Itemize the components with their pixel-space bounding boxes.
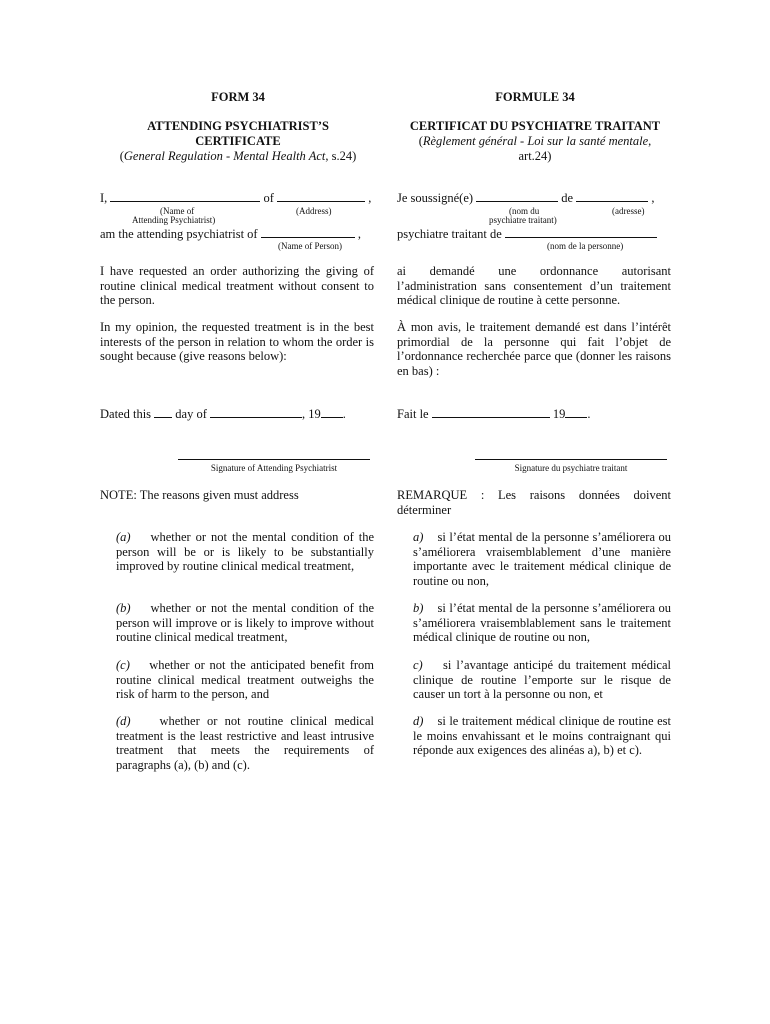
signature-caption-fr: Signature du psychiatre traitant — [514, 463, 628, 473]
address-field-fr[interactable] — [576, 190, 648, 202]
psychiatrist-name-field-fr[interactable] — [476, 190, 558, 202]
name-caption-fr: (nom du — [509, 206, 540, 216]
person-name-field-fr[interactable] — [505, 226, 657, 238]
dated-line: Dated this day of , 19 . — [100, 407, 346, 421]
date-field-fr[interactable] — [432, 406, 550, 418]
year-field-fr[interactable] — [565, 406, 587, 418]
address-field[interactable] — [277, 190, 365, 202]
reason-b: (b) whether or not the mental condition of the person will improve or is likely to improve without routine clinical medical treatment, — [116, 601, 374, 645]
reason-a-fr: a) si l’état mental de la personne s’améliorera ou s’améliorera vraisemblablement d’une manière importante avec le traitement médical clinique de routine ou non, — [413, 530, 672, 588]
month-field[interactable] — [210, 406, 302, 418]
regulation-reference-fr: (Règlement général - Loi sur la santé mentale, art.24) — [418, 134, 652, 163]
opinion-paragraph-fr: À mon avis, le traitement demandé est dans l’intérêt primordial de la personne qui fait l’objet de l’ordonnance recherchée parce que (donner les raisons en bas) : — [397, 320, 671, 378]
reason-c: (c) whether or not the anticipated benefit from routine clinical medical treatment outweighs the risk of harm to the person, and — [116, 658, 374, 702]
note-heading-fr: REMARQUE : Les raisons données doivent déterminer — [397, 488, 671, 517]
address-caption: (Address) — [296, 206, 332, 216]
name-caption: (Name of — [160, 206, 195, 216]
person-line: am the attending psychiatrist of , — [100, 227, 361, 241]
psychiatrist-name-line: I, of , — [100, 191, 372, 205]
signature-caption: Signature of Attending Psychiatrist — [210, 463, 338, 473]
person-name-field[interactable] — [261, 226, 355, 238]
signature-line[interactable] — [178, 459, 370, 460]
reason-a: (a) whether or not the mental condition of the person will be or is likely to be substantially improved by routine clinical medical treatment, — [116, 530, 374, 574]
person-caption-fr: (nom de la personne) — [547, 241, 624, 251]
english-column — [100, 0, 376, 1024]
form-number-fr: FORMULE 34 — [495, 90, 575, 104]
reason-b-fr: b) si l’état mental de la personne s’améliorera ou s’améliorera vraisemblablement sans le traitement médical clinique de routine ou non, — [413, 601, 672, 645]
form-title: ATTENDING PSYCHIATRIST’S CERTIFICATE — [147, 119, 329, 148]
year-field[interactable] — [321, 406, 343, 418]
opinion-paragraph: In my opinion, the requested treatment is in the best interests of the person in relation to whom the order is sought because (give reasons below): — [100, 320, 374, 364]
day-field[interactable] — [154, 406, 172, 418]
reason-d: (d) whether or not routine clinical medical treatment is the least restrictive and least intrusive treatment that meets the requirements of paragraphs (a), (b) and (c). — [116, 714, 375, 772]
french-column — [397, 0, 673, 1024]
reason-d-fr: d) si le traitement médical clinique de routine est le moins envahissant et le moins contraignant qui réponde aux exigences des alinéas a), b) et c). — [413, 714, 671, 758]
form-number: FORM 34 — [211, 90, 265, 104]
person-line-fr: psychiatre traitant de — [397, 226, 673, 242]
name-caption-fr-2: psychiatre traitant) — [489, 215, 557, 225]
reason-c-fr: c) si l’avantage anticipé du traitement médical clinique de routine l’emporte sur le risque de causer un tort à la personne ou non, et — [413, 658, 671, 702]
regulation-reference: (General Regulation - Mental Health Act, s.24) — [119, 149, 357, 163]
dated-line-fr: Fait le 19 . — [397, 407, 591, 421]
psychiatrist-name-line-fr: Je soussigné(e) de , — [397, 191, 655, 205]
address-caption-fr: (adresse) — [612, 206, 645, 216]
signature-line-fr[interactable] — [475, 459, 667, 460]
form-title-fr: CERTIFICAT DU PSYCHIATRE TRAITANT — [409, 119, 661, 133]
request-paragraph: I have requested an order authorizing the giving of routine clinical medical treatment without consent to the person. — [100, 264, 374, 308]
name-caption-2: Attending Psychiatrist) — [132, 215, 216, 225]
person-caption: (Name of Person) — [278, 241, 342, 251]
request-paragraph-fr: ai demandé une ordonnance autorisant l’administration sans consentement d’un traitement médical clinique de routine à cette personne. — [397, 264, 671, 308]
psychiatrist-name-field[interactable] — [110, 190, 260, 202]
note-heading: NOTE: The reasons given must address — [100, 488, 299, 502]
